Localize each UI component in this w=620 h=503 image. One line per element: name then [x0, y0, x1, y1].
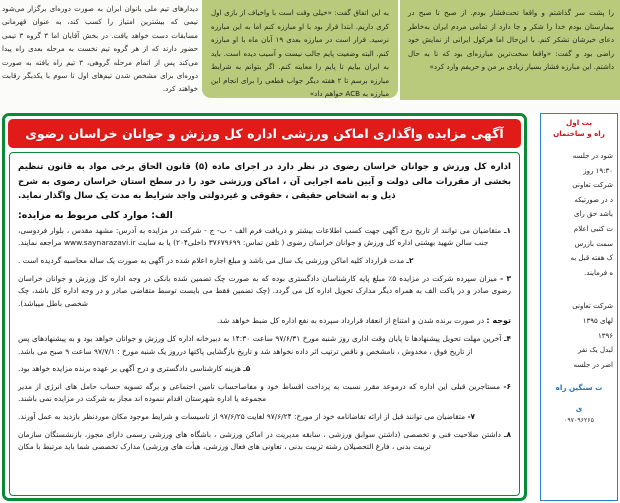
sidebar-body-line: شرکت تعاونی: [572, 181, 613, 190]
item-number: ۵ـ: [243, 364, 251, 374]
sidebar-body-line: اضر در جلسه: [573, 360, 613, 369]
sidebar-body-line: ک هفته قبل به: [570, 254, 613, 263]
item-text: میزان سپرده شرکت در مزایده ۵٪ مبلغ پایه کارشناسان دادگستری بوده که به صورت چک تضمین شده بانکی در وجه اداره کل ورزش و جوانان خراسان رضوی صادر و در پاکت الف به همراه دیگر مدارک تحویل اداره کل می گردد. (چک تضمین فقط می بایست توسط متقاضی صادر و در وجه اداره کل باشد، چک شخصی باطل میباشد).: [18, 273, 511, 308]
advertisement-item: [18, 429, 511, 454]
advertisement-body: [9, 152, 520, 496]
sidebar-body-line: ۱۳۹۶: [597, 331, 613, 340]
advertisement-title: آگهی مزایده واگذاری اماکن ورزشی اداره کل ورزش و جوانان خراسان رضوی: [25, 126, 504, 141]
advertisement-banner: [8, 119, 521, 148]
note-text: در صورت برنده شدن و امتناع از انعقاد قرارداد سپرده به نفع اداره کل ضبط خواهد شد.: [216, 316, 485, 326]
sidebar-body-line: ه فرمایند.: [584, 268, 613, 277]
item-text: مدت قرارداد کلیه اماکن ورزشی یک سال می باشد و مبلغ اجاره اعلام شده در آگهی به صورت یک ساله محاسبه گردیده است .: [18, 255, 405, 265]
item-number: ۱ـ: [503, 225, 511, 235]
advertisement-item: [18, 333, 511, 358]
item-text: آخرین مهلت تحویل پیشنهادها تا پایان وقت اداری روز شنبه مورخ ۹۷/۶/۳۱ ساعت ۱۴:۳۰ به دبیرخانه اداره کل ورزش و جوانان خواهد بود و به پیشنهادهای پس از تاریخ فوق ، مخدوش ، نامشخص و ناقص ترتیب اثر داده نخواهد شد و تاریخ بازگشایی پاکتها درروز یک شنبه مورخ : ۹۷/۷/۱ ساعت ۹ صبح می باشد.: [18, 333, 502, 356]
sidebar-body-line: لهای ۱۳۹۵: [582, 316, 613, 325]
sidebar-footer-line2: ی: [575, 404, 583, 414]
quote-card-middle: [202, 0, 398, 98]
news-column-left: [2, 2, 198, 110]
advertisement-note: [18, 315, 511, 328]
news-left-text: دیدارهای تیم ملی بانوان ایران به صورت دوره‌ای برگزار می‌شود تیمی که بیشترین امتیاز را کسب کند، به عنوان قهرمانی مسابقات دست خواهد یافت. در بخش آقایان اما ۳ گروه ۳ تیمی حضور دارند که از هر گروه تیم نخست به مرحله بعدی راه پیدا می‌کند پس از اتمام مرحله گروهی، ۳ تیم راه یافته به صورت دوره‌ای برای مشخص شدن تیم‌های اول تا سوم با یکدیگر رقابت خواهند کرد.: [2, 4, 198, 94]
news-strip: [0, 0, 620, 112]
item-number: ۴ـ: [503, 333, 511, 343]
sidebar-body-line: ت کتبی اعلام: [573, 224, 613, 233]
sidebar-body-line: لبدل یک نفر: [577, 346, 613, 355]
item-text: هزینه کارشناسی دادگستری و درج آگهی بر عهده برنده مزایده خواهد بود.: [18, 364, 241, 374]
advertisement-item: [18, 273, 511, 311]
sidebar-heading-line2: راه و ساختمان: [553, 129, 605, 138]
advertisement-item: [18, 225, 511, 250]
sidebar-spacer: [545, 280, 613, 289]
item-number: ۳ -: [500, 273, 511, 283]
item-number: ۶-: [503, 381, 511, 391]
advertisement-item: [18, 411, 511, 424]
sidebar-body-block-1: [545, 149, 613, 280]
sidebar-body-line: شود در جلسه: [572, 152, 613, 160]
item-text: داشتن صلاحیت فنی و تخصصی (داشتن سوابق ورزشی ، سابقه مدیریت در اماکن ورزشی ، باشگاه های ورزشی رسمی دارای مجوز، بازنشستگان سازمان تربیت بدنی ، فارغ التحصیلان رشته تربیت بدنی ، تعاونی های فعال ورزشی، هیأت های ورزشی) مدارک تخصصی شما باید مرتبط با مکان: [18, 429, 501, 452]
item-text: متقاضیان می توانند قبل از ارائه تقاضانامه خود از مورخ: ۹۷/۶/۲۴ لغایت ۹۷/۶/۲۵ از تاسیسات و شرایط موجود مکان موردنظر بازدید به عمل آورند.: [18, 411, 466, 421]
sidebar-body-line: شرکت تعاونی: [572, 302, 613, 311]
item-number: ۸ـ: [503, 429, 511, 439]
sidebar-body-line: ۱۹:۳۰ روز: [583, 166, 613, 175]
advertisement-item: [18, 255, 511, 268]
sidebar-footer-code: ۰۹۷۰۹۶۲۶۵: [564, 417, 594, 425]
sidebar-body-block-2: [545, 299, 613, 372]
sidebar-body-line: د در صورتیکه: [574, 195, 613, 204]
item-number: ۲ـ: [406, 255, 414, 265]
sidebar-notice: [540, 113, 618, 501]
sidebar-heading-line1: بت اول: [566, 118, 592, 127]
advertisement-lead-paragraph: اداره کل ورزش و جوانان خراسان رضوی در نظر دارد در اجرای ماده (۵) قانون الحاق برخی مواد به قانون تنظیم بخشی از مقررات مالی دولت و آیین نامه اجرایی آن ، اماکن ورزشی خود را در سطح استان خراسان رضوی به شرح ذیل و به اشخاص حقیقی ، حقوقی و غیردولتی واجد شرایط به مدت یک سال واگذار نماید.: [18, 162, 511, 202]
sidebar-body-line: سمت بازرس: [574, 239, 613, 248]
news-middle-text: به این اتفاق گفت: «خیلی وقت است با واخیاف از بازی اول کری داریم. ابتدا قرار بود با او مبارزه کنم اما به این مبارزه نرسید. قرار است در مبارزه بعدی ۱۹ آبان ماه با او مبارزه کنم. البته وضعیت پایم جالب نیست و آسیب دیده است. باید به ایران بیایم تا پایم را معاینه کنم. اگر بتوانم به شرایط مبارزه برسم تا ۲ هفته دیگر جواب قطعی را برای انجام این مبارزه به ACB خواهم داد»: [211, 8, 389, 98]
advertisement-item: [18, 363, 511, 376]
advertisement-section-title: الف: موارد کلی مربوط به مزایده:: [18, 209, 173, 221]
advertisement-item: [18, 381, 511, 406]
advertisement-box: [2, 113, 527, 501]
note-label: توجه :: [486, 316, 511, 326]
item-text: متقاضیان می توانند از تاریخ درج آگهی جهت کسب اطلاعات بیشتر و دریافت فرم الف - ب- ج - شرکت در مزایده به آدرس: مشهد مقدس ، بلوار فردوسی، جنب سالن شهید بهشتی اداره کل ورزش و جوانان خراسان رضوی ( تلفن تماس: ۳۷۶۷۹۶۹۹ داخلی۲۰۴) یا به سایت www.saynarazavi.ir مراجعه نمایند.: [18, 225, 502, 248]
sidebar-body-line: باشد حق رای: [573, 210, 613, 219]
sidebar-footer-line1: ت سنگین راه: [555, 383, 603, 393]
news-right-text: را پشت سر گذاشتم و واقعا تحت‌فشار بودم. از صبح تا صبح در بیمارستان بودم خدا را شکر و جا دارد از تمامی مردم ایران به‌خاطر دعای خیرشان تشکر کنم. با این‌حال اما هرکول ایرانی از نمایش خود راضی بود و گفت: «واقعا سخت‌ترین مبارزه‌ای بود که تا به حال داشتم. این مبارزه فشار بسیار زیادی بر من و حریفم وارد کرد»: [408, 8, 614, 71]
item-text: مستاجرین قبلی این اداره که درموعد مقرر نسبت به پرداخت اقساط خود و مفاصاحساب تامین اجتماعی و برگه تسویه حساب حامل های انرژی از مدیر مجموعه یا اداره شهرستان اقدام ننموده اند مجاز به شرکت در مزایده نمی باشند.: [18, 381, 501, 404]
quote-card-right: [400, 0, 620, 100]
item-number: ۷-: [467, 411, 476, 421]
